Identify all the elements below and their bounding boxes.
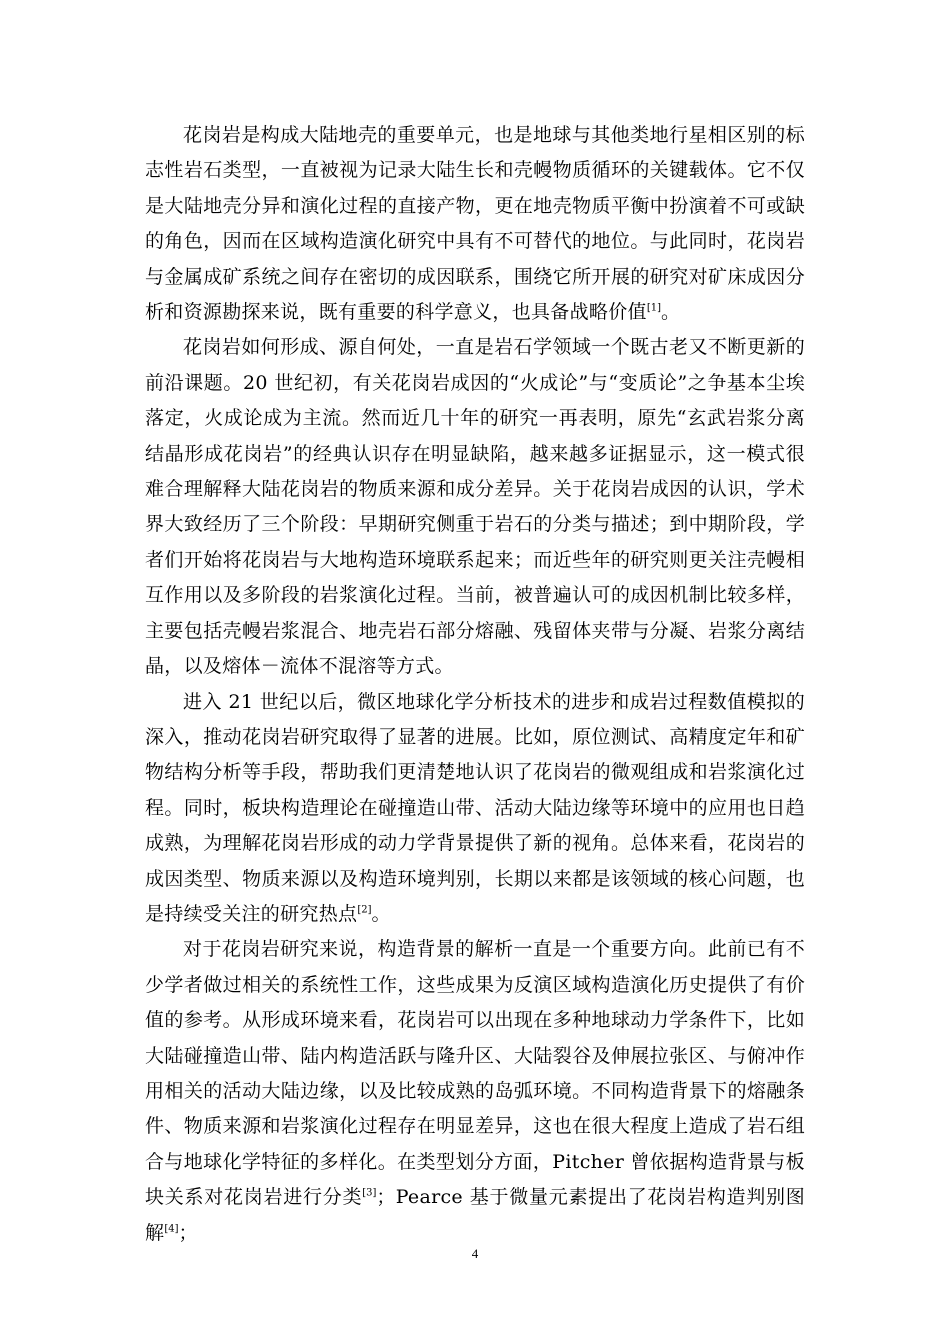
paragraph-text: 花岗岩如何形成、源自何处，一直是岩石学领域一个既古老又不断更新的前沿课题。20 世纪初，有关花岗岩成因的“火成论”与“变质论”之争基本尘埃落定，火成论成为主流。然而近几十年的研究一再表明，原先“玄武岩浆分离结晶形成花岗岩”的经典认识存在明显缺陷，越来越多证据显示，这一模式很难合理解释大陆花岗岩的物质来源和成分差异。关于花岗岩成因的认识，学术界大致经历了三个阶段：早期研究侧重于岩石的分类与描述；到中期阶段，学者们开始将花岗岩与大地构造环境联系起来；而近些年的研究则更关注壳幔相互作用以及多阶段的岩浆演化过程。当前，被普遍认可的成因机制比较多样，主要包括壳幔岩浆混合、地壳岩石部分熔融、残留体夹带与分凝、岩浆分离结晶，以及熔体－流体不混溶等方式。 — [145, 336, 805, 678]
paragraph-1 — [145, 118, 805, 330]
citation-ref[interactable]: [4] — [164, 1223, 179, 1235]
paragraph-3 — [145, 685, 805, 933]
citation-ref[interactable]: [1] — [646, 302, 661, 314]
paragraph-text: 进入 21 世纪以后，微区地球化学分析技术的进步和成岩过程数值模拟的深入，推动花岗岩研究取得了显著的进展。比如，原位测试、高精度定年和矿物结构分析等手段，帮助我们更清楚地认识了花岗岩的微观组成和岩浆演化过程。同时，板块构造理论在碰撞造山带、活动大陆边缘等环境中的应用也日趋成熟，为理解花岗岩形成的动力学背景提供了新的视角。总体来看，花岗岩的成因类型、物质来源以及构造环境判别，长期以来都是该领域的核心问题，也是持续受关注的研究热点 — [145, 690, 805, 925]
paragraph-tail: ； — [178, 1221, 198, 1244]
paragraph-4 — [145, 932, 805, 1251]
body-text — [145, 118, 805, 1251]
page-number: 4 — [471, 1246, 479, 1261]
paragraph-text: 花岗岩是构成大陆地壳的重要单元，也是地球与其他类地行星相区别的标志性岩石类型，一直被视为记录大陆生长和壳幔物质循环的关键载体。它不仅是大陆地壳分异和演化过程的直接产物，更在地壳物质平衡中扮演着不可或缺的角色，因而在区域构造演化研究中具有不可替代的地位。与此同时，花岗岩与金属成矿系统之间存在密切的成因联系，围绕它所开展的研究对矿床成因分析和资源勘探来说，既有重要的科学意义，也具备战略价值 — [145, 124, 805, 324]
citation-ref[interactable]: [3] — [362, 1187, 377, 1199]
paragraph-2 — [145, 330, 805, 684]
paragraph-tail: ；Pearce 基于微量元素提出了花岗岩构造判别图解 — [145, 1186, 805, 1244]
paragraph-tail: 。 — [371, 902, 391, 925]
citation-ref[interactable]: [2] — [357, 904, 372, 916]
paragraph-tail: 。 — [660, 301, 681, 324]
paragraph-text: 对于花岗岩研究来说，构造背景的解析一直是一个重要方向。此前已有不少学者做过相关的系统性工作，这些成果为反演区域构造演化历史提供了有价值的参考。从形成环境来看，花岗岩可以出现在多种地球动力学条件下，比如大陆碰撞造山带、陆内构造活跃与隆升区、大陆裂谷及伸展拉张区、与俯冲作用相关的活动大陆边缘，以及比较成熟的岛弧环境。不同构造背景下的熔融条件、物质来源和岩浆演化过程存在明显差异，这也在很大程度上造成了岩石组合与地球化学特征的多样化。在类型划分方面，Pitcher 曾依据构造背景与板块关系对花岗岩进行分类 — [145, 938, 805, 1209]
